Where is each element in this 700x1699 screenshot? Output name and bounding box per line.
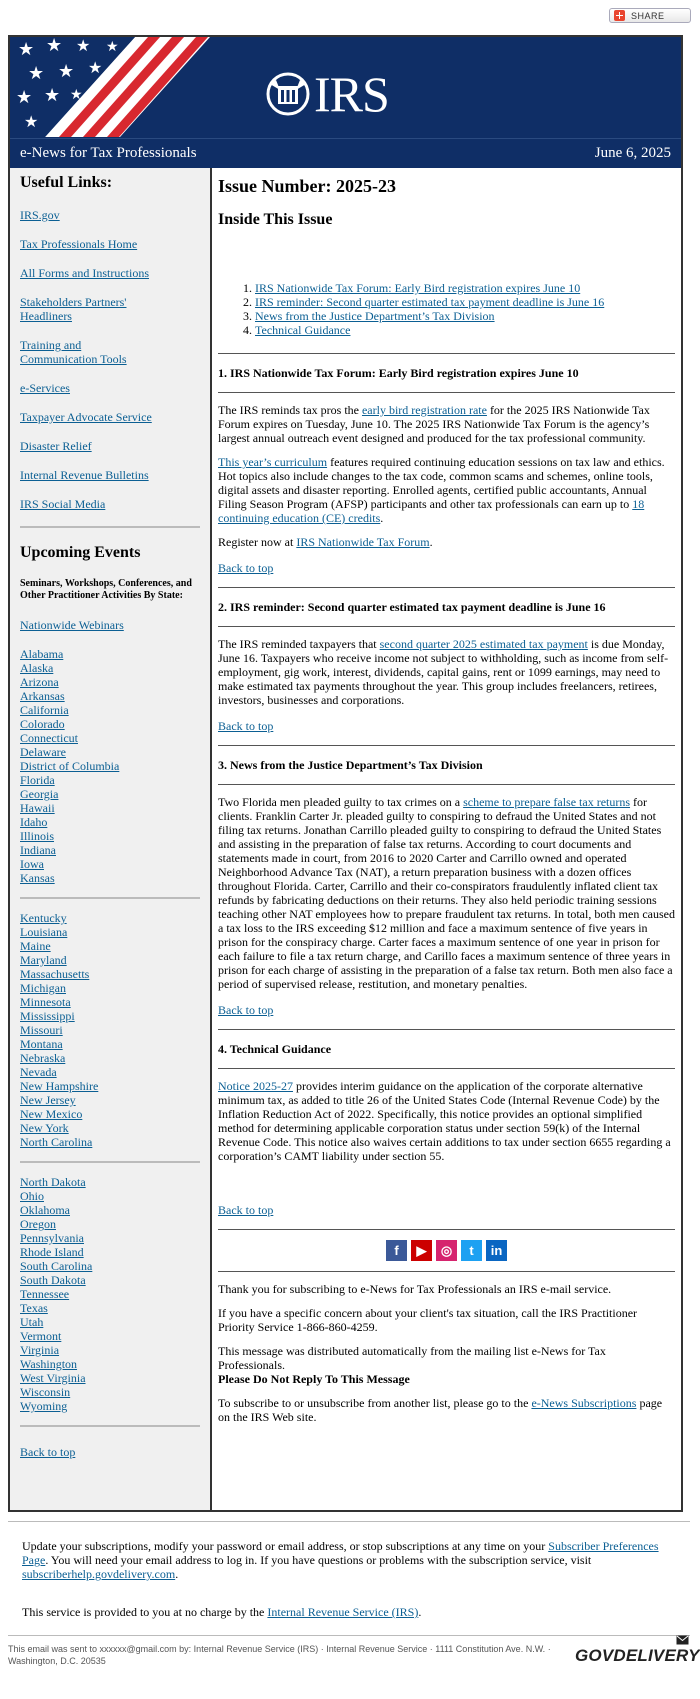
issue-date: June 6, 2025 (594, 145, 671, 161)
divider (218, 1029, 675, 1030)
state-link[interactable]: Wisconsin (20, 1385, 71, 1399)
state-link[interactable]: New Jersey (20, 1093, 76, 1107)
irs-link[interactable]: Internal Revenue Service (IRS) (267, 1605, 419, 1619)
toc-link[interactable]: IRS Nationwide Tax Forum: Early Bird registration expires June 10 (255, 281, 581, 295)
irs-logo (264, 66, 389, 122)
share-button[interactable] (609, 8, 691, 23)
section-heading: 4. Technical Guidance (218, 1042, 332, 1056)
notice-link[interactable]: Notice 2025-27 (218, 1079, 293, 1093)
divider (218, 784, 675, 785)
state-link[interactable]: Missouri (20, 1023, 63, 1037)
state-link[interactable]: Georgia (20, 787, 59, 801)
state-link[interactable]: South Dakota (20, 1273, 86, 1287)
useful-link[interactable]: IRS.gov (20, 208, 60, 222)
state-link[interactable]: Delaware (20, 745, 66, 759)
toc-item (255, 323, 675, 337)
state-link[interactable]: Alabama (20, 647, 64, 661)
divider (218, 1271, 675, 1272)
state-link[interactable]: Nebraska (20, 1051, 66, 1065)
state-link[interactable]: Iowa (20, 857, 44, 871)
useful-link[interactable]: All Forms and Instructions (20, 266, 149, 280)
state-link[interactable]: Mississippi (20, 1009, 75, 1023)
toc-item (255, 281, 675, 295)
state-link[interactable]: New York (20, 1121, 69, 1135)
back-to-top-link[interactable]: Back to top (218, 719, 274, 733)
sidebar (10, 168, 212, 1510)
state-link[interactable]: Oklahoma (20, 1203, 70, 1217)
useful-link[interactable]: Taxpayer Advocate Service (20, 410, 152, 424)
toc-item (255, 309, 675, 323)
youtube-icon[interactable]: ▶ (411, 1240, 432, 1261)
do-not-reply: Please Do Not Reply To This Message (218, 1372, 410, 1386)
state-link[interactable]: Illinois (20, 829, 55, 843)
back-to-top-link[interactable]: Back to top (20, 1445, 76, 1459)
svg-text:★: ★ (76, 38, 91, 55)
state-link[interactable]: Tennessee (20, 1287, 70, 1301)
estimated-tax-link[interactable]: second quarter 2025 estimated tax payment (379, 637, 588, 651)
svg-text:★: ★ (28, 63, 45, 83)
state-link[interactable]: Idaho (20, 815, 48, 829)
paragraph: Notice 2025-27 provides interim guidance on the application of the corporate alternative minimum tax, as added to title 26 of the United States Code (Internal Revenue Code) by the Inflation Reduction Act of 2022. Specifically, this notice provides an optional simplified method for determining applicable corporation status under section 59(k) of the Internal Revenue Code. This notice also waives certain additions to tax under section 6655 regarding a corporation’s CAMT liability under section 55. (218, 1079, 671, 1163)
table-of-contents (218, 281, 675, 337)
paragraph: This year’s curriculum features required continuing education sessions on tax law and ethics. Hot topics also include changes to the tax code, common scams and schemes, online tools, digital assets and disaster reporting. Enrolled agents, certified public accountants, Annual Filing Season Program (AFSP) participants and other tax professionals can earn up to 18 continuing education (CE) credits. (218, 455, 665, 525)
svg-text:★: ★ (24, 114, 39, 131)
useful-link[interactable]: Tax Professionals Home (20, 237, 138, 251)
svg-text:★: ★ (70, 88, 83, 103)
header-banner (10, 37, 681, 168)
paragraph: Two Florida men pleaded guilty to tax crimes on a scheme to prepare false tax returns for clients. Franklin Carter Jr. pleaded guilty to conspiring to defraud the United States and not filing tax returns. Jonathan Carrillo pleaded guilty to conspiring to defraud the United States and assisting in the preparation of false tax returns. According to court documents and statements made in court, from 2016 to 2020 Carter and Carrillo owned and operated Neighborhood Advance Tax (NAT), a return preparation business with a dozen offices throughout Florida. Carter, Carrillo and their co-conspirators fraudulently inflated client tax refunds by fabricating deductions on their returns. They also held periodic training sessions teaching other NAT employees how to prepare fraudulent tax returns. In total, both men caused a tax loss to the IRS exceeding $12 million and face a maximum sentence of five years in prison for the conspiracy charge. Carter faces a maximum sentence of one year in prison for each failure to file a tax return charge, and Carillo faces a maximum sentence of three years in prison for each charge of assisting in the preparation of a false tax return. Both men also face a period of supervised release, restitution, and monetary penalties. (218, 795, 675, 991)
section-heading: 3. News from the Justice Department’s Tax Division (218, 758, 483, 772)
state-link[interactable]: Arizona (20, 675, 59, 689)
state-link[interactable]: New Hampshire (20, 1079, 99, 1093)
closing-text: This message was distributed automatically from the mailing list e-News for Tax Professionals. Please Do Not Reply To This Message (218, 1344, 606, 1386)
state-link[interactable]: Indiana (20, 843, 56, 857)
envelope-icon (676, 1635, 689, 1645)
divider (218, 1068, 675, 1069)
ce-credits-link[interactable]: 18 continuing education (CE) credits (218, 497, 645, 525)
state-link[interactable]: West Virginia (20, 1371, 86, 1385)
paragraph: The IRS reminded taxpayers that second quarter 2025 estimated tax payment is due Monday, June 16. Taxpayers who receive income not subject to withholding, such as income from self-employment, gig work, interest, dividends, capital gains, rent or 1099 earnings, may need to make estimated tax payments throughout the year. This group includes freelancers, retirees, investors, businesses and corporations. (218, 637, 669, 707)
svg-text:★: ★ (18, 39, 35, 59)
state-link[interactable]: Nevada (20, 1065, 57, 1079)
state-link[interactable]: Massachusetts (20, 967, 90, 981)
divider (218, 626, 675, 627)
newsletter-title: e-News for Tax Professionals (20, 145, 197, 161)
instagram-icon[interactable]: ◎ (436, 1240, 457, 1261)
main-content (212, 168, 681, 1510)
state-link[interactable]: Minnesota (20, 995, 71, 1009)
useful-links-title: Useful Links: (20, 174, 113, 191)
irs-wordmark: IRS (314, 66, 389, 122)
toc-link[interactable]: Technical Guidance (255, 323, 351, 337)
state-link[interactable]: Texas (20, 1301, 48, 1315)
toc-link[interactable]: News from the Justice Department’s Tax Division (255, 309, 495, 323)
useful-link[interactable]: Stakeholders Partners' Headliners (20, 295, 127, 323)
share-label: SHARE (631, 10, 665, 21)
useful-link[interactable]: e-Services (20, 381, 70, 395)
state-list (20, 1175, 200, 1413)
section-heading: 2. IRS reminder: Second quarter estimated tax payment deadline is June 16 (218, 600, 606, 614)
state-link[interactable]: Rhode Island (20, 1245, 84, 1259)
state-link[interactable]: Louisiana (20, 925, 68, 939)
state-link[interactable]: Virginia (20, 1343, 60, 1357)
divider (218, 353, 675, 354)
plus-icon (614, 10, 625, 21)
divider (8, 1521, 690, 1522)
useful-links (20, 208, 200, 511)
useful-link[interactable]: Disaster Relief (20, 439, 92, 453)
divider (20, 526, 200, 528)
state-link[interactable]: District of Columbia (20, 759, 120, 773)
divider (218, 745, 675, 746)
state-link[interactable]: Pennsylvania (20, 1231, 84, 1245)
useful-link[interactable]: Internal Revenue Bulletins (20, 468, 149, 482)
paragraph: The IRS reminds tax pros the early bird registration rate for the 2025 IRS Nationwide Tax Forum expires on Tuesday, June 10. The 2025 IRS Nationwide Tax Forum is the agency’s largest annual outreach event designed and produced for the tax professional community. (218, 403, 650, 445)
state-link[interactable]: Colorado (20, 717, 65, 731)
state-link[interactable]: South Carolina (20, 1259, 93, 1273)
back-to-top-link[interactable]: Back to top (218, 1003, 274, 1017)
curriculum-link[interactable]: This year’s curriculum (218, 455, 328, 469)
state-link[interactable]: New Mexico (20, 1107, 83, 1121)
divider (20, 1425, 200, 1427)
svg-text:★: ★ (88, 60, 103, 77)
provider-note: This service is provided to you at no charge by the Internal Revenue Service (IRS). (22, 1605, 422, 1619)
newsletter-bar (10, 138, 681, 168)
subscriber-preferences-link[interactable]: Subscriber Preferences Page (22, 1539, 659, 1567)
svg-text:★: ★ (46, 37, 63, 55)
social-icons (218, 1240, 675, 1261)
newsletter (8, 35, 683, 1512)
twitter-icon[interactable]: t (461, 1240, 482, 1261)
state-list (20, 911, 200, 1149)
toc-link[interactable]: IRS reminder: Second quarter estimated tax payment deadline is June 16 (255, 295, 605, 309)
eagle-icon (264, 70, 312, 118)
state-link[interactable]: Michigan (20, 981, 66, 995)
state-link[interactable]: Connecticut (20, 731, 78, 745)
state-link[interactable]: Maine (20, 939, 51, 953)
state-link[interactable]: Maryland (20, 953, 67, 967)
inside-this-issue: Inside This Issue (218, 211, 333, 228)
divider (20, 897, 200, 899)
subscription-note: Update your subscriptions, modify your password or email address, or stop subscriptions at any time on your Subscriber Preferences Page. You will need your email address to log in. If you have questions or problems with the subscription service, visit subscriberhelp.govdelivery.com. (22, 1539, 659, 1581)
govdelivery-logo: GOVDELIVERY (575, 1646, 700, 1665)
sender-address: This email was sent to xxxxxx@gmail.com by: Internal Revenue Service (IRS) · Internal Revenue Service · 1111 Constitution Ave. N.W. · Washington, D.C. 20535 (8, 1644, 551, 1666)
closing-text: To subscribe to or unsubscribe from another list, please go to the e-News Subscriptions page on the IRS Web site. (218, 1396, 663, 1424)
issue-number: Issue Number: 2025-23 (218, 176, 396, 196)
state-link[interactable]: Oregon (20, 1217, 56, 1231)
tax-forum-link[interactable]: IRS Nationwide Tax Forum (296, 535, 430, 549)
state-link[interactable]: Arkansas (20, 689, 65, 703)
useful-link[interactable]: IRS Social Media (20, 497, 106, 511)
state-link[interactable]: Vermont (20, 1329, 62, 1343)
svg-text:★: ★ (58, 61, 75, 81)
events-title: Upcoming Events (20, 544, 141, 561)
svg-text:★: ★ (106, 40, 119, 55)
early-bird-link[interactable]: early bird registration rate (361, 403, 487, 417)
closing-text: If you have a specific concern about your client's tax situation, call the IRS Practitioner Priority Service 1-866-860-4259. (218, 1306, 638, 1334)
state-link[interactable]: Montana (20, 1037, 63, 1051)
subscriber-help-link[interactable]: subscriberhelp.govdelivery.com (22, 1567, 176, 1581)
toc-item (255, 295, 675, 309)
state-link[interactable]: California (20, 703, 69, 717)
state-link[interactable]: North Dakota (20, 1175, 86, 1189)
divider (218, 1229, 675, 1230)
back-to-top-link[interactable]: Back to top (218, 561, 274, 575)
state-link[interactable]: Ohio (20, 1189, 44, 1203)
state-link[interactable]: Alaska (20, 661, 54, 675)
state-link[interactable]: Washington (20, 1357, 78, 1371)
nationwide-webinars-link[interactable]: Nationwide Webinars (20, 618, 124, 632)
linkedin-icon[interactable]: in (486, 1240, 507, 1261)
state-link[interactable]: Wyoming (20, 1399, 68, 1413)
state-link[interactable]: Hawaii (20, 801, 55, 815)
state-list (20, 647, 200, 885)
divider (218, 392, 675, 393)
svg-text:★: ★ (16, 87, 33, 107)
flag-graphic (10, 37, 210, 137)
subscriptions-link[interactable]: e-News Subscriptions (531, 1396, 637, 1410)
section-heading: 1. IRS Nationwide Tax Forum: Early Bird registration expires June 10 (218, 366, 579, 380)
false-returns-link[interactable]: scheme to prepare false tax returns (463, 795, 631, 809)
paragraph: Register now at IRS Nationwide Tax Forum. (218, 535, 433, 549)
svg-text:★: ★ (44, 85, 61, 105)
events-subtitle: Seminars, Workshops, Conferences, and Other Practitioner Activities By State: (20, 578, 192, 601)
divider (8, 1635, 690, 1636)
useful-link[interactable]: Training and Communication Tools (20, 338, 127, 366)
closing-text: Thank you for subscribing to e-News for Tax Professionals an IRS e-mail service. (218, 1282, 612, 1296)
state-link[interactable]: Florida (20, 773, 55, 787)
back-to-top-link[interactable]: Back to top (218, 1203, 274, 1217)
state-link[interactable]: Utah (20, 1315, 44, 1329)
state-link[interactable]: North Carolina (20, 1135, 93, 1149)
divider (20, 1161, 200, 1163)
facebook-icon[interactable]: f (386, 1240, 407, 1261)
state-link[interactable]: Kentucky (20, 911, 67, 925)
state-link[interactable]: Kansas (20, 871, 55, 885)
divider (218, 587, 675, 588)
